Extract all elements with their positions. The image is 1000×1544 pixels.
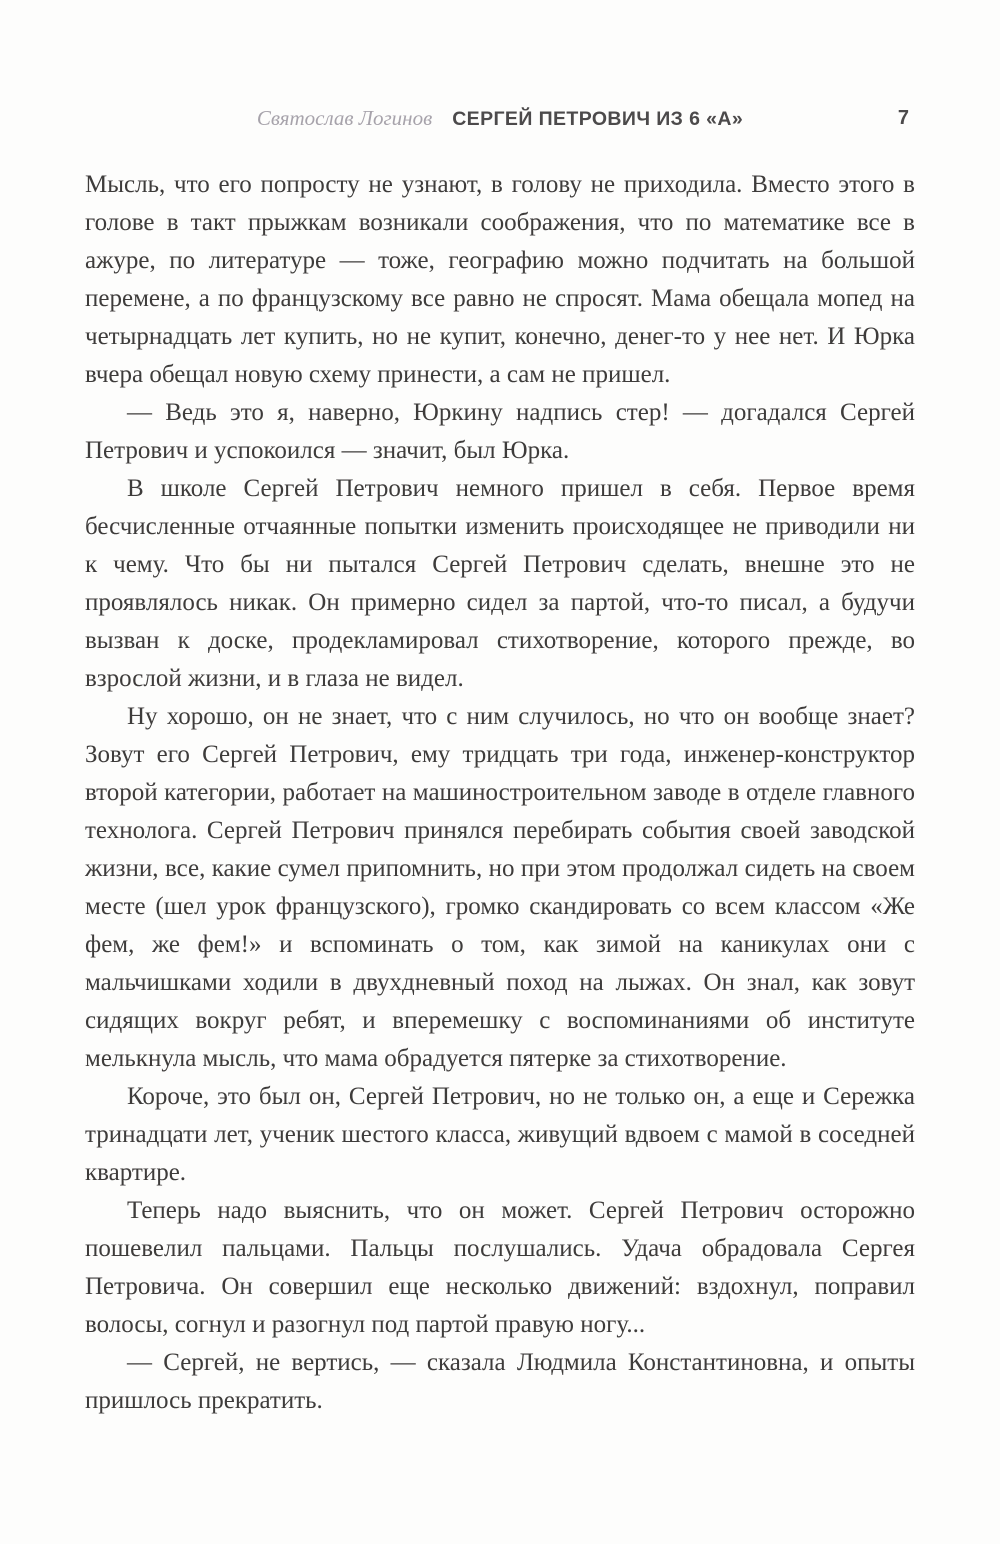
running-head-title: СЕРГЕЙ ПЕТРОВИЧ ИЗ 6 «А»: [452, 108, 744, 130]
paragraph-2-dialogue: — Ведь это я, наверно, Юркину надпись стер! — догадался Сергей Петрович и успокоился — значит, был Юрка.: [85, 399, 915, 464]
running-head: [85, 106, 915, 136]
paragraph-7-dialogue: — Сергей, не вертись, — сказала Людмила Константиновна, и опыты пришлось прекратить.: [85, 1349, 915, 1414]
paragraph-5: Короче, это был он, Сергей Петрович, но не только он, а еще и Сережка тринадцати лет, ученик шестого класса, живущий вдвоем с мамой в соседней квартире.: [85, 1083, 915, 1186]
paragraph-4: Ну хорошо, он не знает, что с ним случилось, но что он вообще знает? Зовут его Сергей Петрович, ему тридцать три года, инженер-конструктор второй категории, работает на машиностроительном заводе в отделе главного технолога. Сергей Петрович принялся перебирать события своей заводской жизни, все, какие сумел припомнить, но при этом продолжал сидеть на своем месте (шел урок французского), громко скандировать со всем классом «Же фем, же фем!» и вспоминать о том, как зимой на каникулах они с мальчишками ходили в двухдневный поход на лыжах. Он знал, как зовут сидящих вокруг ребят, и вперемешку с воспоминаниями об институте мелькнула мысль, что мама обрадуется пятерке за стихотворение.: [85, 703, 915, 1072]
paragraph-6: Теперь надо выяснить, что он может. Сергей Петрович осторожно пошевелил пальцами. Пальцы послушались. Удача обрадовала Сергея Петровича. Он совершил еще несколько движений: вздохнул, поправил волосы, согнул и разогнул под партой правую ногу...: [85, 1197, 915, 1338]
page-text: [85, 166, 915, 1420]
running-head-author: Святослав Логинов: [256, 106, 433, 130]
paragraph-1: Мысль, что его попросту не узнают, в голову не приходила. Вместо этого в голове в такт прыжкам возникали соображения, что по математике все в ажуре, по литературе — тоже, географию можно подчитать на большой перемене, а по французскому все равно не спросят. Мама обещала мопед на четырнадцать лет купить, но не купит, конечно, денег-то у нее нет. И Юрка вчера обещал новую схему принести, а сам не пришел.: [85, 171, 915, 388]
paragraph-3: В школе Сергей Петрович немного пришел в себя. Первое время бесчисленные отчаянные попытки изменить происходящее не приводили ни к чему. Что бы ни пытался Сергей Петрович сделать, внешне это не проявлялось никак. Он примерно сидел за партой, что-то писал, а будучи вызван к доске, продекламировал стихотворение, которого прежде, во взрослой жизни, и в глаза не видел.: [85, 475, 915, 692]
page-number: 7: [897, 107, 909, 129]
